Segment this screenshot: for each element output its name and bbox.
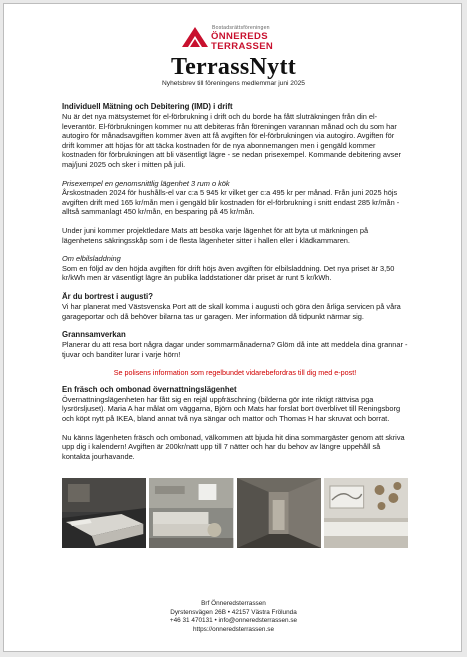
- logo-small-text: Bostadsrättsföreningen: [212, 25, 270, 31]
- ev-charging-text: Som en följd av den höjda avgiften för drift höjs även avgiften för elbilsladdning. Det nya priset är 3,50 kr/kWh men är väsentligt lägre än publika laddstationer där priset är runt 5 kr/kWh.: [62, 263, 395, 283]
- roof-logo-icon: [180, 25, 210, 47]
- neighbor-paragraph: Planerar du att resa bort några dagar under sommarmånaderna? Glöm då inte att meddela dina grannar - tjuvar och banditer lurar i varje hörn!: [62, 340, 408, 359]
- ev-charging: [62, 254, 408, 283]
- footer-org-name: Brf Önneredsterrassen: [201, 600, 266, 607]
- footer-contact: +46 31 470131 • info@onneredsterrassen.se: [169, 617, 298, 625]
- page-footer: [4, 600, 463, 634]
- guest-paragraph-1: Övernattningslägenheten har fått sig en rejäl uppfräschning (bilderna gör inte riktigt rättvisa pga lysrörsljuset). Maria A har målat om väggarna, Björn och Mats har forslat bort överblivet till Reningsborg och köpt nytt på IKEA, bland annat två nya sängar och mattor och Thomas H har skruvat och borrat.: [62, 394, 401, 424]
- photo-sofa: [149, 478, 233, 548]
- guest-apartment-photos: [62, 478, 408, 548]
- section-heading-imd: Individuell Mätning och Debitering (IMD) i drift: [62, 102, 233, 111]
- price-example-text: Årskostnaden 2024 för hushålls-el var c:a 5 945 kr vilket ger c:a 495 kr per månad. Från juni 2025 höjs avgiften drift med 165 kr/mån men i gengäld blir kostnaden för el-förbrukning i snitt endast 285 kr/mån - alltså sammanlagt 450 kr/mån, en besparing på 45 kr/mån.: [62, 188, 400, 217]
- photo-hallway: [237, 478, 321, 548]
- police-notice: Se polisens information som regelbundet vidarebefordras till dig med e-post!: [113, 368, 357, 378]
- section-heading-neighbor: Grannsamverkan: [62, 330, 126, 340]
- photo-beds: [62, 478, 146, 548]
- section-heading-august: Är du bortrest i augusti?: [62, 291, 153, 301]
- price-example: [62, 179, 408, 217]
- imd-paragraph-1: Nu är det nya mätsystemet för el-förbrukning i drift och du borde ha fått sluträkningen från din el-leverantör. El-förbrukningen kommer nu att debiteras från föreningen varannan månad och du som har autogiro för månadsavgiften kommer även att få avgiften för el-förbrukningen via autogiro. Avgiften för drift kommer att höjas för att täcka kostnaden för de nya abonnemangen men i gengäld kommer kostnaden för förbrukningen att bli väsentligt lägre - se nedan prisexempel. Kommande debitering avser maj/juni 2025 och sker i mitten på juli.: [62, 112, 401, 169]
- newsletter-title: TerrassNytt: [170, 54, 297, 80]
- newsletter-body: [62, 102, 408, 470]
- section-heading-guest: En fräsch och ombonad övernattningslägenhet: [62, 384, 237, 394]
- logo-name: ÖNNEREDS TERRASSEN: [211, 31, 274, 52]
- footer-address: Dyrstensvägen 26B • 42157 Västra Frölunda: [170, 608, 297, 616]
- footer-website: https://onneredsterrassen.se: [193, 625, 274, 633]
- guest-paragraph-2: Nu känns lägenheten fräsch och ombonad, välkommen att bjuda hit dina sommargäster genom att skriva upp dig i kalendern! Avgiften är 200kr/natt upp till 7 nätter och har du behov av längre uppehåll så kontakta jourhavande.: [62, 432, 405, 461]
- ev-charging-title: Om elbilsladdning: [62, 254, 121, 264]
- photo-wall-art: [324, 478, 408, 548]
- newsletter-subtitle: Nyhetsbrev till föreningens medlemmar juni 2025: [162, 80, 305, 87]
- august-paragraph: Vi har planerat med Västsvenska Port att de skall komma i augusti och göra den årliga servicen på våra garageportar och då behöver bilarna tas ur garagen. Mer information då tidpunkt närmar sig.: [62, 301, 401, 321]
- imd-paragraph-3: Under juni kommer projektledare Mats att besöka varje lägenhet för att byta ut märkningen på lägenhetens säkringsskåp som i de flesta lägenheter sitter i hallen eller i klädkammaren.: [62, 225, 369, 245]
- price-example-title: Prisexempel en genomsnittlig lägenhet 3 rum o kök: [62, 178, 230, 188]
- newsletter-page: [3, 3, 462, 652]
